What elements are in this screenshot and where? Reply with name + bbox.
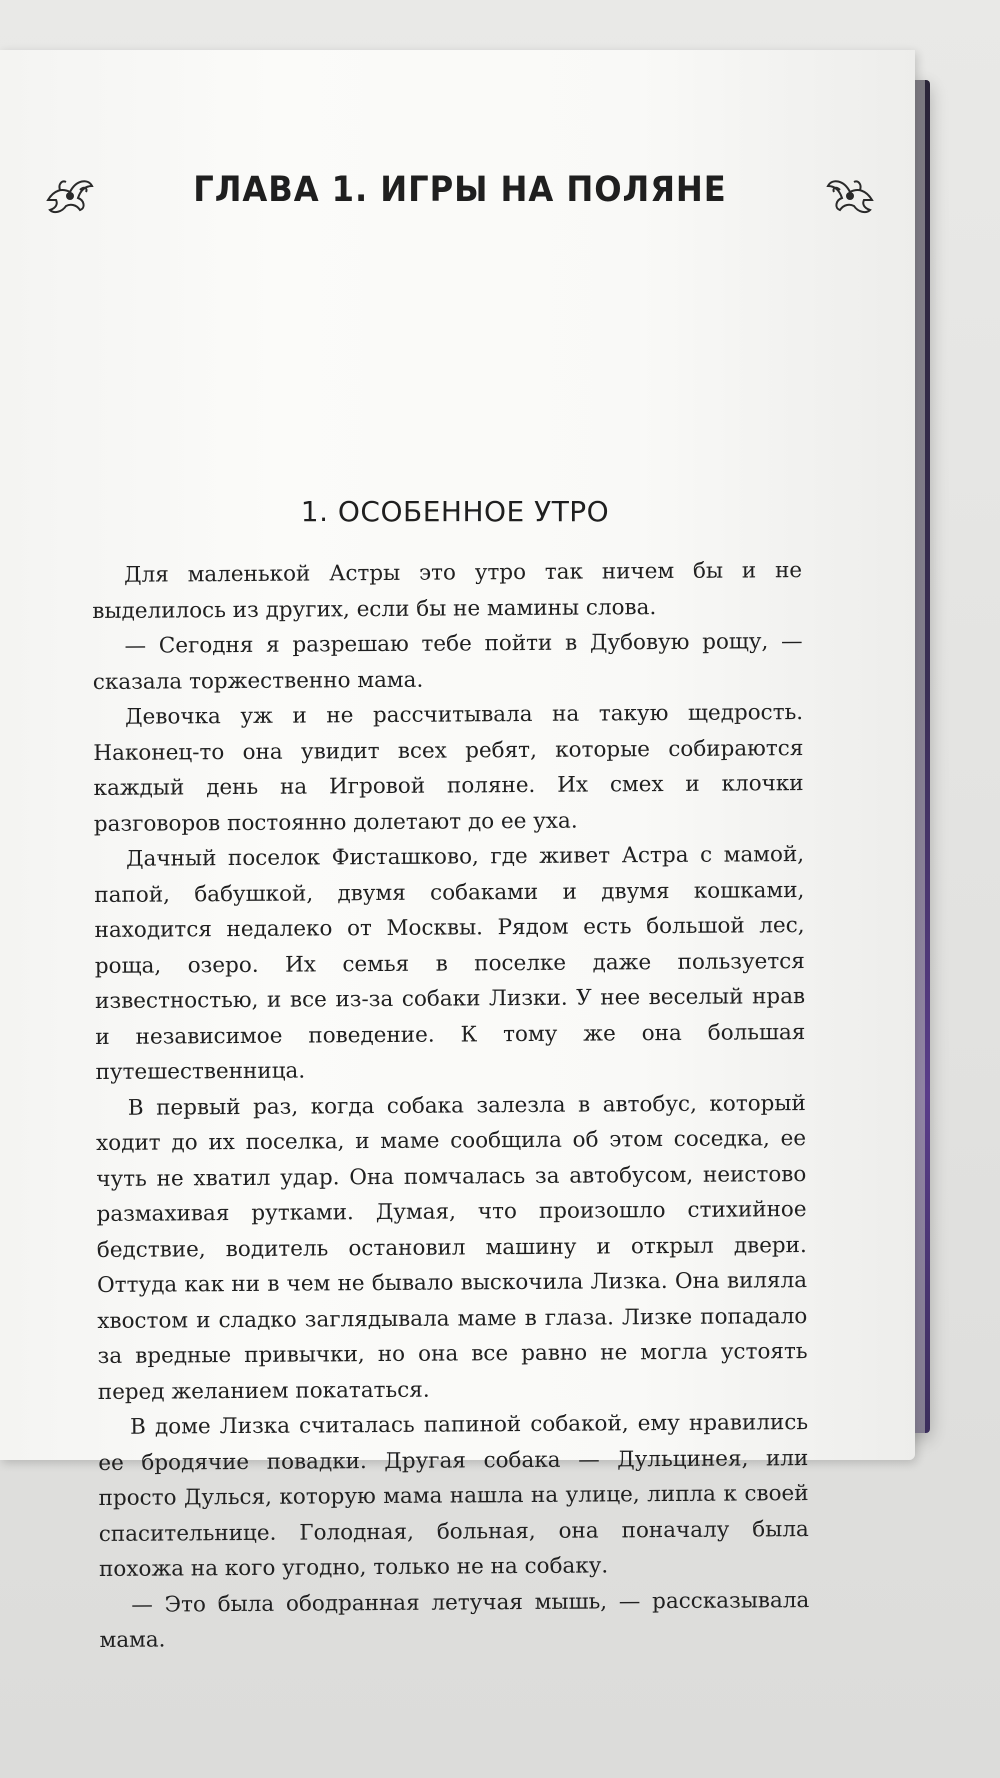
floral-ornament-icon bbox=[820, 160, 880, 220]
paragraph: — Сегодня я разрешаю тебе пойти в Дубовую рощу, — сказала торжественно мама. bbox=[92, 629, 803, 695]
chapter-title: ГЛАВА 1. ИГРЫ НА ПОЛЯНЕ bbox=[193, 170, 727, 210]
paragraph: Для маленькой Астры это утро так ничем бы и не выделилось из других, если бы не мамины слова. bbox=[92, 558, 803, 624]
body-text bbox=[92, 553, 810, 1658]
paragraph: В первый раз, когда собака залезла в автобус, который ходит до их поселка, и маме сообщила об этом соседка, ее чуть не хватил удар. Она помчалась за автобусом, неистово размахивая рутками. Думая, что произошло стихийное бедствие, водитель остановил машину и открыл двери. Оттуда как ни в чем не бывало выскочила Лизка. Она виляла хвостом и сладко заглядывала маме в глаза. Лизке попадало за вредные привычки, но она все равно не могла устоять перед желанием покататься. bbox=[96, 1090, 808, 1405]
paragraph: Дачный поселок Фисташково, где живет Астра с мамой, папой, бабушкой, двумя собаками и двумя кошками, находится недалеко от Москвы. Рядом есть большой лес, роща, озеро. Их семья в поселке даже пользуется известностью, и все из-за собаки Лизки. У нее веселый нрав и независимое поведение. К тому же она большая путешественница. bbox=[94, 842, 806, 1085]
paragraph: В доме Лизка считалась папиной собакой, ему нравились ее бродячие повадки. Другая собака — Дульцинея, или просто Дулься, которую мама нашла на улице, липла к своей спасительнице. Голодная, больная, она поначалу была похожа на кого угодно, только не на собаку. bbox=[98, 1410, 809, 1582]
floral-ornament-icon bbox=[40, 160, 100, 220]
section-title: 1. ОСОБЕННОЕ УТРО bbox=[300, 495, 610, 528]
paragraph: — Это была ободранная летучая мышь, — рассказывала мама. bbox=[99, 1587, 810, 1653]
paragraph: Девочка уж и не рассчитывала на такую щедрость. Наконец-то она увидит всех ребят, которые собираются каждый день на Игровой поляне. Их смех и клочки разговоров постоянно долетают до ее уха. bbox=[93, 700, 804, 837]
chapter-heading bbox=[40, 160, 880, 220]
